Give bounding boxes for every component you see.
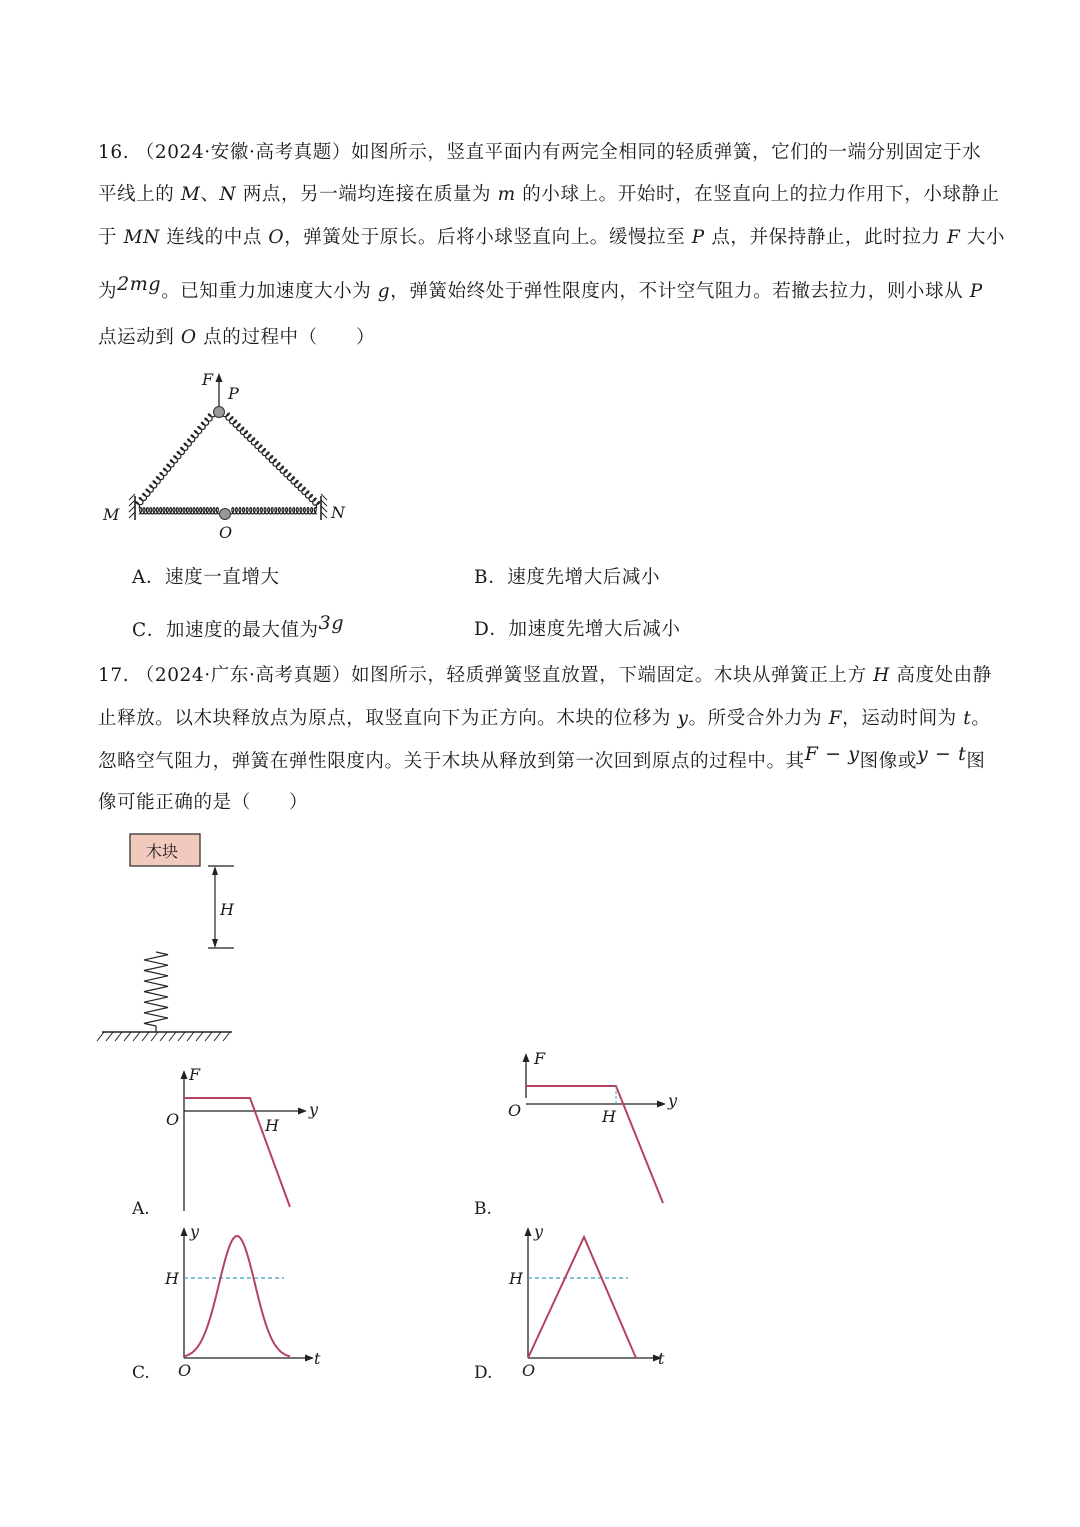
q16-option-D[interactable]: D．加速度先增大后减小 [474, 619, 681, 640]
graph-D-label[interactable]: D. [474, 1363, 493, 1383]
graph-A [160, 1065, 330, 1215]
svg-text:F: F [189, 1065, 201, 1084]
graph-D-curve [528, 1237, 636, 1358]
q17-source: （2024·广东·高考真题） [135, 665, 351, 686]
spring-coil [136, 414, 215, 508]
q16-option-C[interactable]: C．加速度的最大值为3g [132, 612, 345, 641]
graph-A-label[interactable]: A. [132, 1199, 150, 1219]
block-label: 木块 [146, 842, 179, 861]
ground-hatch [223, 1032, 230, 1041]
q16-line-1: 16. （2024·安徽·高考真题）如图所示，竖直平面内有两完全相同的轻质弹簧，它们的一端分别固定于水 [98, 142, 982, 163]
spring-coil [231, 508, 317, 514]
svg-text:H: H [602, 1107, 616, 1126]
ground-hatch [178, 1032, 185, 1041]
q16-line-4: 为2mg。已知重力加速度大小为 g，弹簧始终处于弹性限度内，不计空气阻力。若撤去拉力，则小球从 P [98, 273, 983, 302]
ground-hatch [205, 1032, 212, 1041]
graph-B [500, 1048, 680, 1208]
math-y-t: y − t [916, 743, 967, 765]
label-O: O [219, 523, 233, 542]
ground-hatch [142, 1032, 149, 1041]
q17-line-4: 像可能正确的是（ ） [98, 792, 309, 813]
label-N: N [331, 503, 345, 522]
ground-hatch [124, 1032, 131, 1041]
graph-C-label[interactable]: C. [132, 1363, 150, 1383]
q16-number: 16. [98, 142, 130, 163]
graph-B-label[interactable]: B. [474, 1199, 492, 1219]
q16-source: （2024·安徽·高考真题） [135, 142, 351, 163]
q17-line-2: 止释放。以木块释放点为原点，取竖直向下为正方向。木块的位移为 y。所受合外力为 F，运动时间为 t。 [98, 708, 991, 729]
svg-text:y: y [309, 1100, 319, 1119]
svg-text:O: O [178, 1361, 192, 1380]
svg-text:F: F [534, 1049, 546, 1068]
svg-text:y: y [668, 1091, 678, 1110]
spring-coil [223, 413, 320, 508]
ground-hatch [196, 1032, 203, 1041]
ground-hatch [214, 1032, 221, 1041]
svg-text:H: H [509, 1269, 523, 1288]
svg-text:O: O [166, 1110, 180, 1129]
math-2mg: 2mg [117, 273, 162, 295]
q17-line-1: 17. （2024·广东·高考真题）如图所示，轻质弹簧竖直放置，下端固定。木块从弹簧正上方 H 高度处由静 [98, 665, 992, 686]
ball-O [220, 509, 231, 520]
math-F-y: F − y [804, 743, 860, 765]
graph-C [160, 1220, 330, 1380]
ground-hatch [133, 1032, 140, 1041]
label-H: H [220, 900, 234, 919]
ground-hatch [115, 1032, 122, 1041]
q17-number: 17. [98, 665, 130, 686]
graph-A-curve [184, 1098, 290, 1207]
q16-spring-figure [95, 368, 355, 543]
svg-text:t: t [314, 1349, 321, 1368]
q16-line-5: 点运动到 O 点的过程中（ ） [98, 327, 376, 348]
ground-hatch [187, 1032, 194, 1041]
ground-hatch [151, 1032, 158, 1041]
q16-line-2: 平线上的 M、N 两点，另一端均连接在质量为 m 的小球上。开始时，在竖直向上的拉力作用下，小球静止 [98, 184, 1000, 205]
q16-option-B[interactable]: B．速度先增大后减小 [474, 567, 661, 588]
svg-text:H: H [165, 1269, 179, 1288]
svg-text:H: H [265, 1116, 279, 1135]
ground-hatch [169, 1032, 176, 1041]
ground-hatch [160, 1032, 167, 1041]
svg-text:O: O [508, 1101, 522, 1120]
svg-text:O: O [522, 1361, 536, 1380]
graph-D [502, 1220, 672, 1380]
ground-hatch [106, 1032, 113, 1041]
ball-P [214, 407, 225, 418]
q17-line-3: 忽略空气阻力，弹簧在弹性限度内。关于木块从释放到第一次回到原点的过程中。其F − y图像或y − t图 [98, 743, 986, 772]
spring-coil [139, 508, 219, 514]
label-F: F [202, 370, 214, 389]
math-3g: 3g [318, 612, 345, 634]
graph-C-curve [184, 1236, 290, 1356]
label-P: P [228, 384, 239, 403]
svg-text:y: y [534, 1222, 544, 1241]
q16-line-3: 于 MN 连线的中点 O，弹簧处于原长。后将小球竖直向上。缓慢拉至 P 点，并保持静止，此时拉力 F 大小 [98, 227, 1006, 248]
label-M: M [103, 505, 120, 524]
svg-text:t: t [658, 1349, 665, 1368]
q17-block-figure [98, 830, 243, 1045]
ground-hatch [97, 1032, 104, 1041]
svg-text:y: y [190, 1222, 200, 1241]
q16-option-A[interactable]: A．速度一直增大 [132, 567, 280, 588]
